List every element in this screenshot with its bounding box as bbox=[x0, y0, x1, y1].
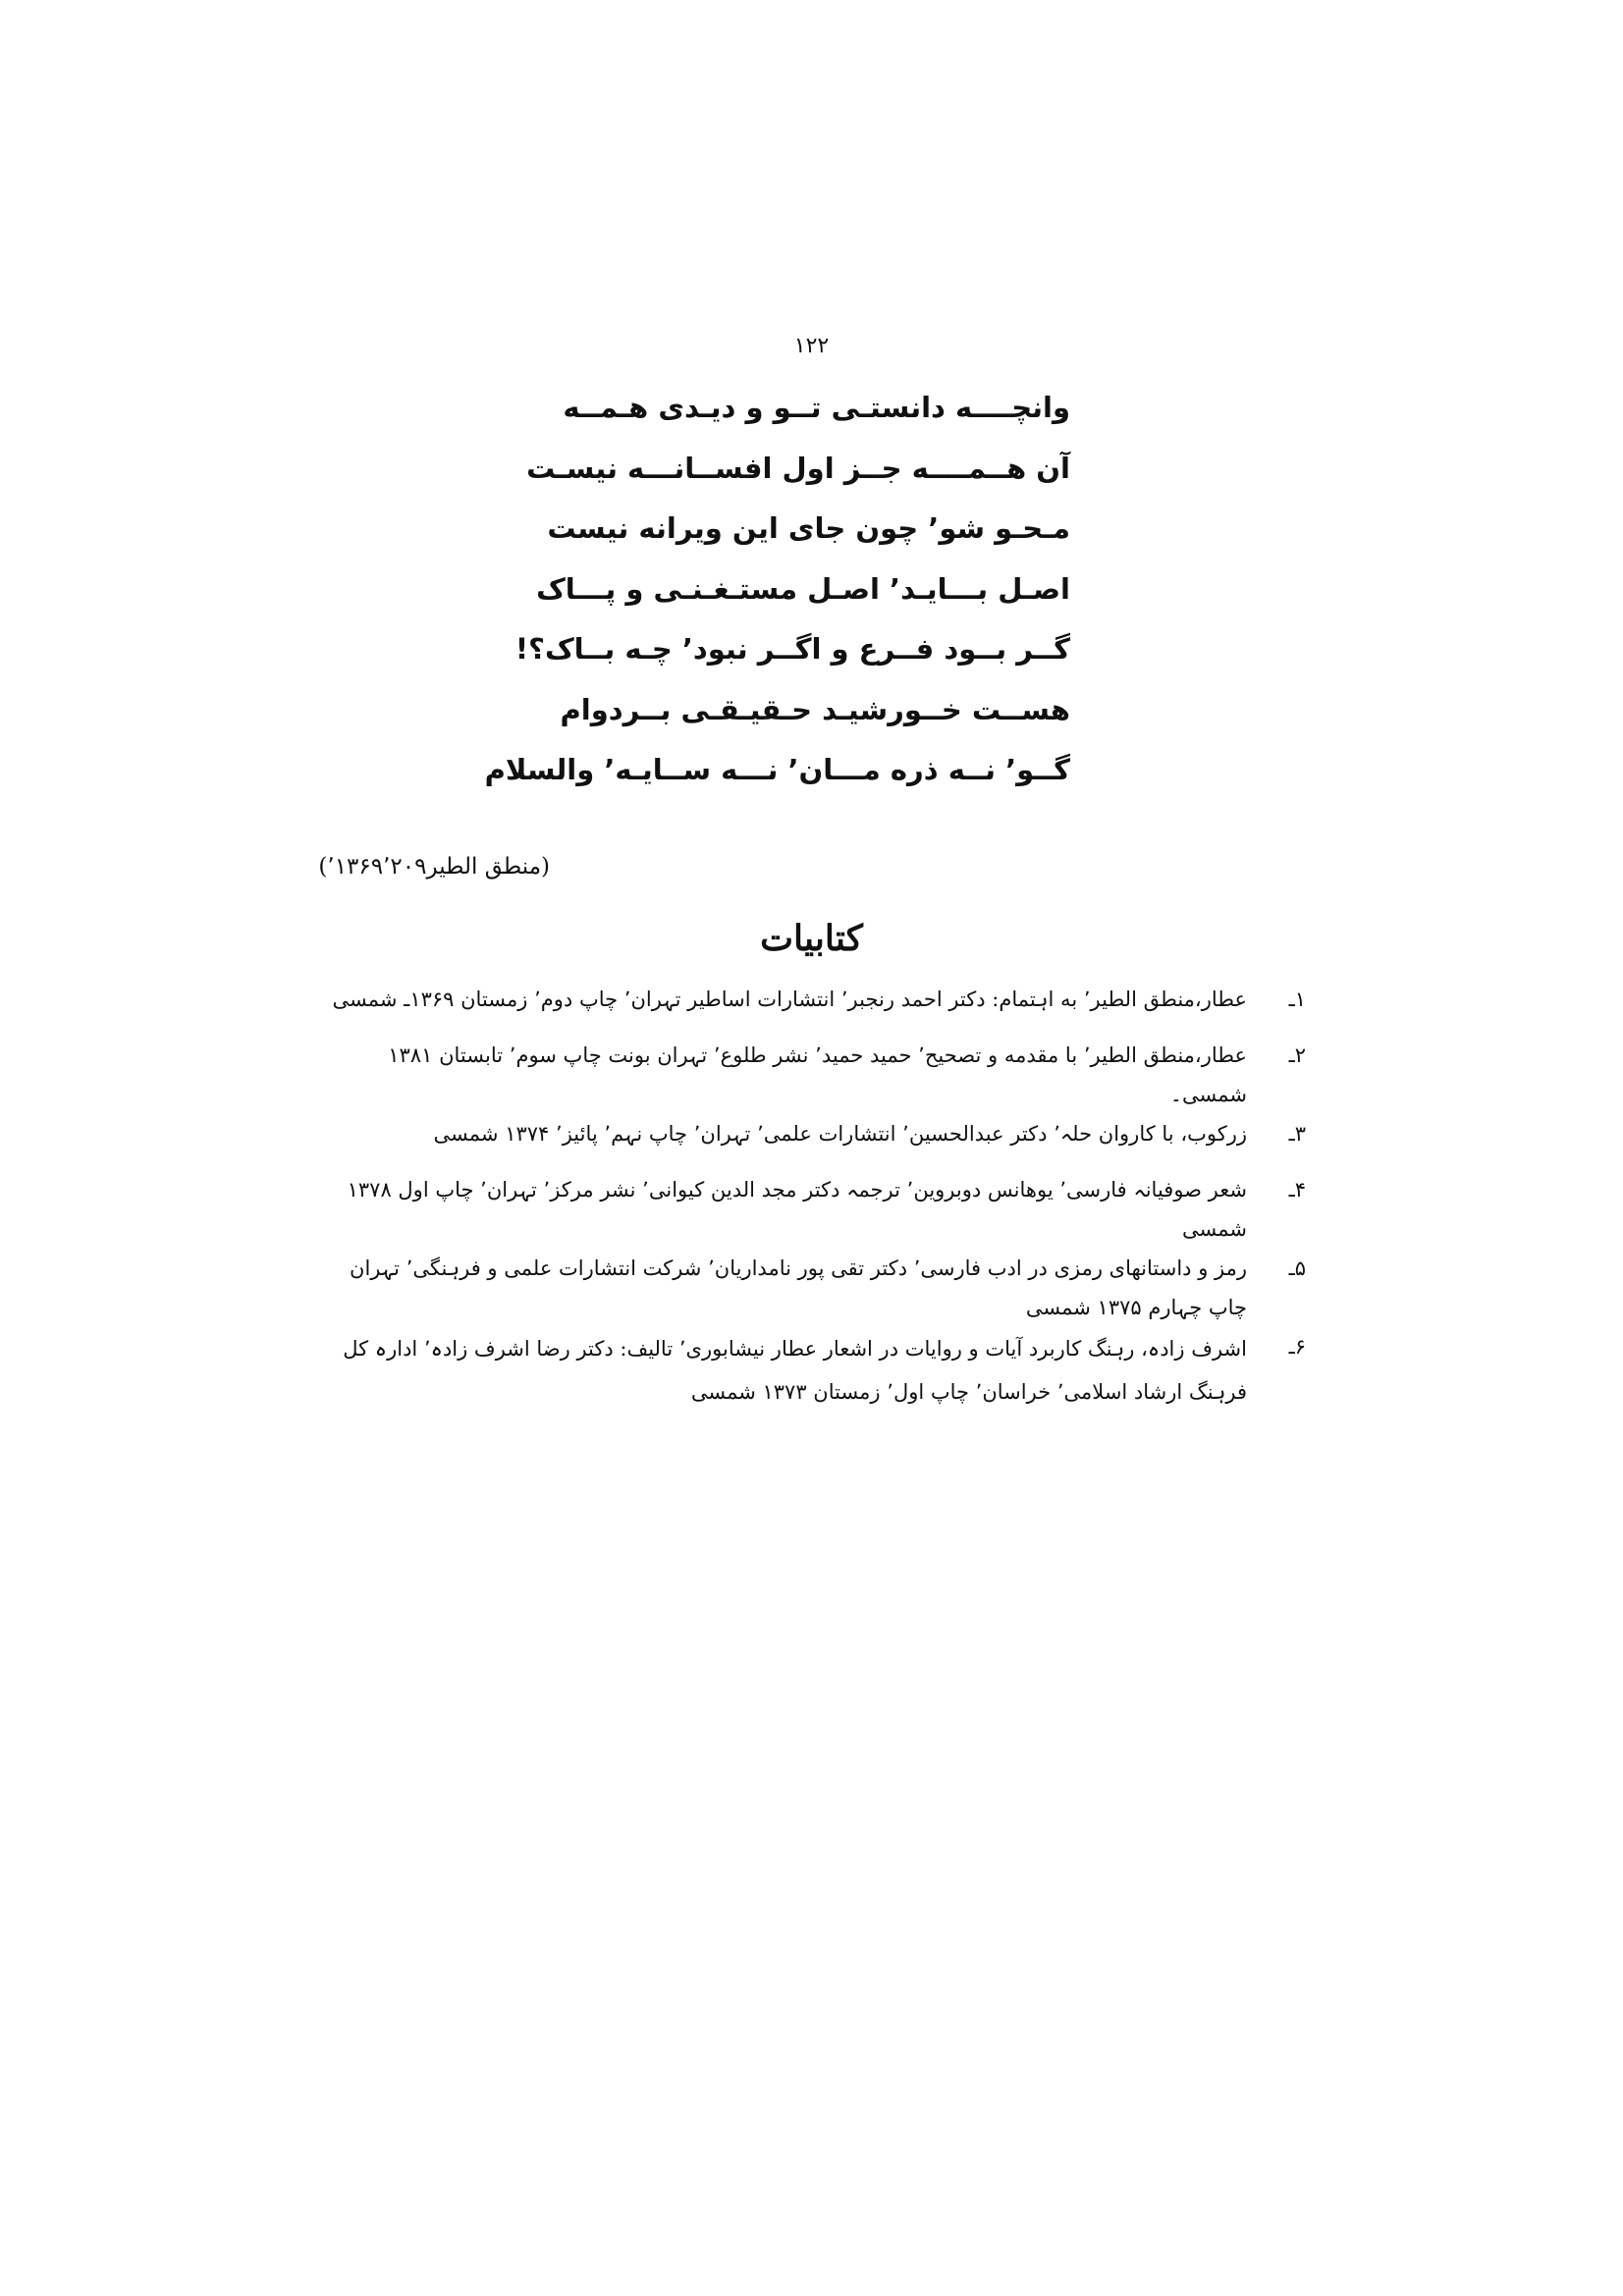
poem-line: آن هــمــــه جــز اول افســانـــه نیسـت bbox=[526, 451, 1070, 485]
item-text: اشرف زادہ، رہنگ کاربرد آیات و روایات در اشعار عطار نیشابوری٬ تالیف: دکتر رضا اشرف زادہ٬ ادارہ کل فرہنگ ارشاد اسلامی٬ خراسان٬ چاپ اول٬ زمستان ۱۳۷۳ شمسی bbox=[343, 1337, 1247, 1404]
item-number: ۲ـ bbox=[1288, 1043, 1306, 1067]
bibliography-item bbox=[314, 1249, 1306, 1327]
poem-line: گــو٬ نــه ذره مـــان٬ نـــه ســایـه٬ والسلام bbox=[484, 753, 1070, 786]
poem-line: مـحـو شو٬ چون جای این ویرانه نیست bbox=[547, 511, 1070, 545]
bibliography-title: کتابیات bbox=[760, 918, 863, 959]
bibliography-item bbox=[314, 1327, 1306, 1414]
item-text: عطار،منطق الطیر٬ با مقدمه و تصحیح٬ حمید حمید٬ نشر طلوع٬ تہران بونت چاپ سوم٬ تابستان ۱۳۸۱ شمسی۔ bbox=[388, 1043, 1247, 1106]
bibliography-item bbox=[314, 1114, 1306, 1170]
item-text: زرکوب، با کاروان حلہ٬ دکتر عبدالحسین٬ انتشارات علمی٬ تہران٬ چاپ نہم٬ پائیز٬ ۱۳۷۴ شمسی bbox=[433, 1122, 1247, 1146]
bibliography-item bbox=[314, 1036, 1306, 1114]
item-number: ۱ـ bbox=[1288, 988, 1306, 1011]
poem bbox=[484, 378, 1070, 801]
poem-line: گــر بــود فــرع و اگــر نبود٬ چـه بــاک؟! bbox=[514, 632, 1070, 666]
bibliography-item bbox=[314, 980, 1306, 1036]
item-number: ۴ـ bbox=[1288, 1178, 1306, 1201]
item-text: رمز و داستانهای رمزی در ادب فارسی٬ دکتر تقی پور نامداریان٬ شرکت انتشارات علمی و فرہنگی٬ تہران چاپ چہارم ۱۳۷۵ شمسی bbox=[350, 1256, 1247, 1319]
poem-line: وانچــــه دانستـی تــو و دیـدی هـمــه bbox=[563, 391, 1070, 424]
bibliography-item bbox=[314, 1170, 1306, 1249]
poem-citation: (منطق الطیر٬۱۳۶۹٬۲۰۹) bbox=[318, 854, 550, 880]
item-number: ۶ـ bbox=[1288, 1335, 1306, 1359]
item-number: ۵ـ bbox=[1288, 1256, 1306, 1280]
poem-line: اصـل بـــایـد٬ اصـل مستـغـنـی و پـــاک bbox=[536, 571, 1070, 606]
item-number: ۳ـ bbox=[1288, 1122, 1306, 1146]
page-number: ۱۲۲ bbox=[793, 334, 830, 358]
poem-line: هســت خــورشیـد حـقیـقـی بــردوام bbox=[560, 692, 1070, 726]
item-text: شعر صوفیانہ فارسی٬ یوهانس دوبروین٬ ترجمہ دکتر مجد الدین کیوانی٬ نشر مرکز٬ تہران٬ چاپ اول ۱۳۷۸ شمسی bbox=[347, 1178, 1247, 1241]
item-text: عطار،منطق الطیر٬ به اہتمام: دکتر احمد رنجبر٬ انتشارات اساطیر تہران٬ چاپ دوم٬ زمستان ۱۳۶۹ـ شمسی bbox=[332, 988, 1247, 1011]
bibliography-list bbox=[314, 980, 1306, 1414]
